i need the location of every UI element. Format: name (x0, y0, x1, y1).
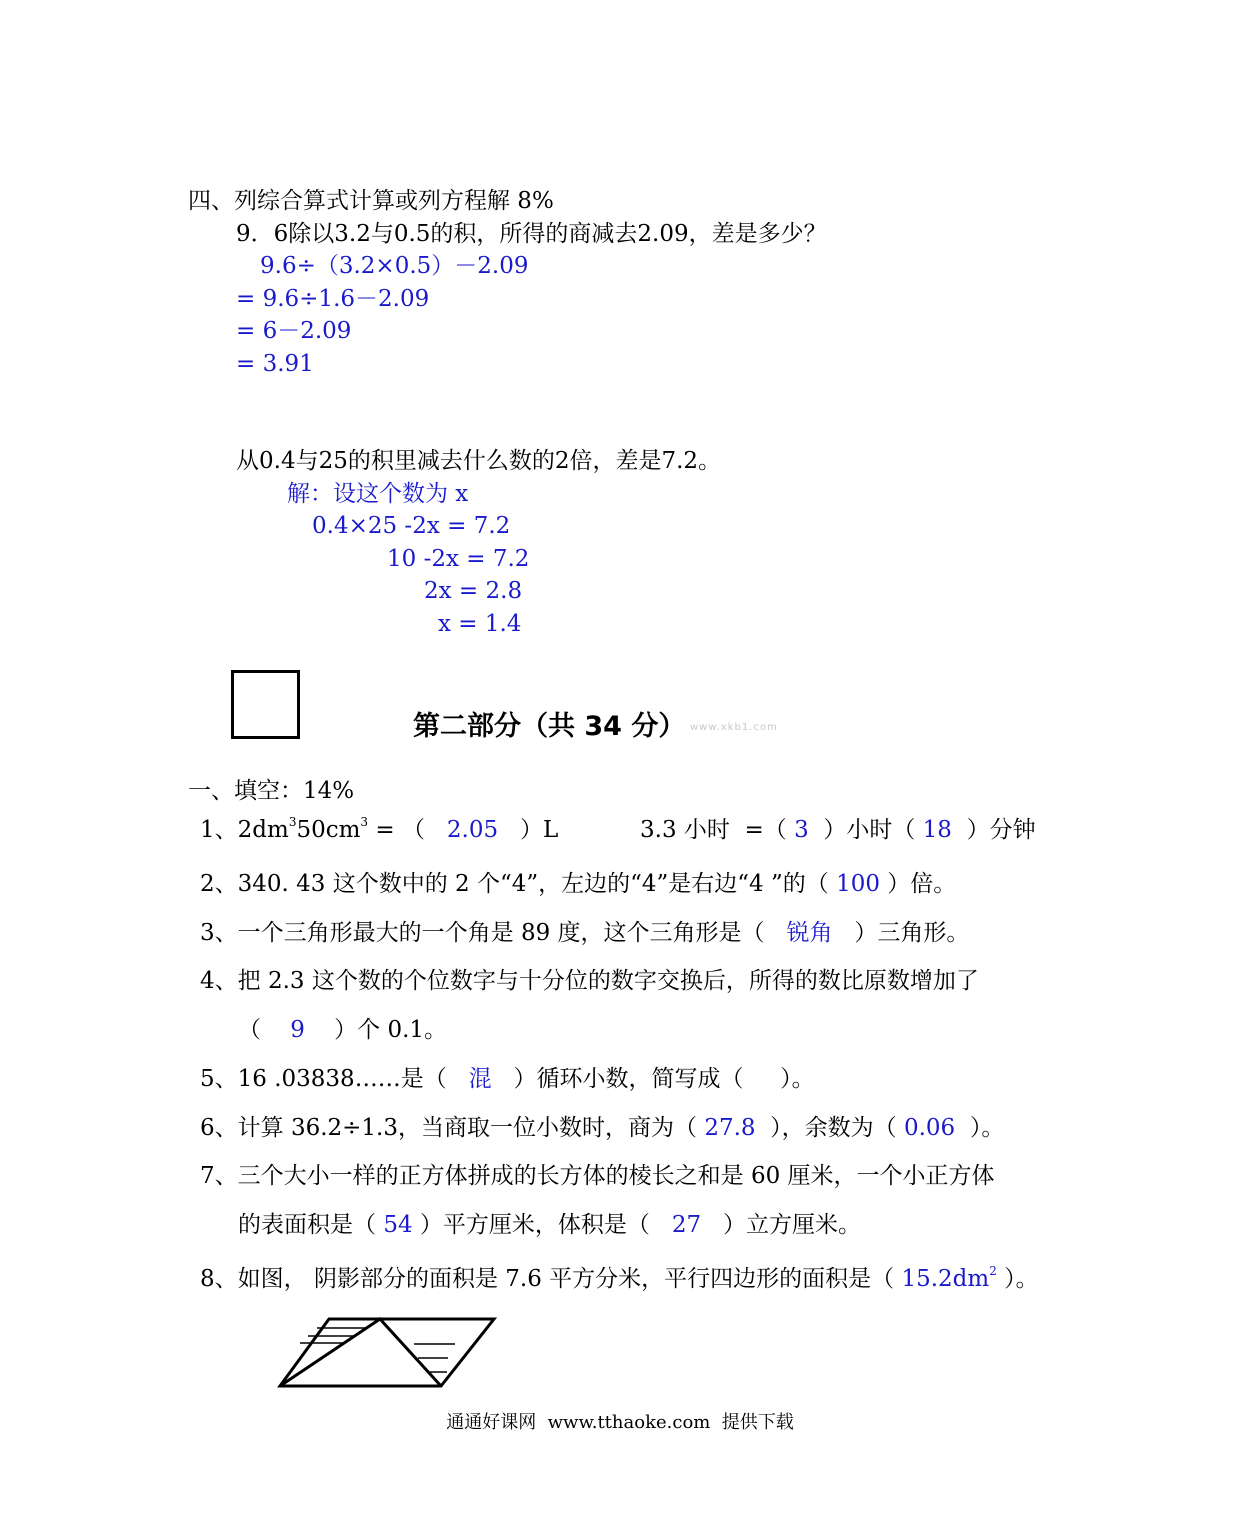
item-7-line1: 7、三个大小一样的正方体拼成的长方体的棱长之和是 60 厘米，一个小正方体 (200, 1163, 995, 1189)
q2-step-3: 10 -2x = 7.2 (387, 546, 530, 572)
q2-step-5: x = 1.4 (438, 611, 522, 637)
answer-1a: 2.05 (446, 817, 499, 843)
q2-step-2: 0.4×25 -2x = 7.2 (312, 513, 511, 539)
item-1a: 1、$2dm^350cm^3$ = （ 2.05 ）L (200, 815, 559, 843)
item-6: 6、计算 36.2÷1.3，当商取一位小数时，商为（ 27.8 ），余数为（ 0.06 ）。 (200, 1115, 1005, 1141)
answer-6-quotient: 27.8 (704, 1115, 756, 1141)
q1-step-3: = 6－2.09 (236, 318, 352, 344)
answer-7-area: 54 (383, 1212, 413, 1238)
question-2: 从0.4与25的积里减去什么数的2倍，差是7.2。 (236, 448, 722, 474)
footer-credit: 通通好课网 www.tthaoke.com 提供下载 (446, 1412, 794, 1433)
answer-3: 锐角 (786, 920, 833, 946)
item-1b: 3.3 小时 =（ 3 ）小时（ 18 ）分钟 (640, 817, 1036, 843)
watermark: www.xkb1.com (690, 722, 778, 733)
question-1: 9．6除以3.2与0.5的积，所得的商减去2.09，差是多少？ (236, 221, 827, 247)
parallelogram-figure (275, 1314, 500, 1394)
answer-2: 100 (836, 871, 880, 897)
score-box (231, 670, 300, 739)
section-heading-4: 四、列综合算式计算或列方程解 8% (188, 188, 554, 214)
answer-8: 15.2dm (901, 1266, 990, 1292)
item-8: 8、如图， 阴影部分的面积是 7.6 平方分米，平行四边形的面积是（ $15.2dm^2$ ）。 (200, 1264, 1039, 1292)
q1-step-2: = 9.6÷1.6－2.09 (236, 286, 430, 312)
item-2: 2、340. 43 这个数中的 2 个“4”，左边的“4”是右边“4 ”的（ 100 ）倍。 (200, 871, 957, 897)
q1-step-4: = 3.91 (236, 351, 314, 377)
answer-1b-minutes: 18 (922, 817, 952, 843)
answer-1b-hours: 3 (794, 817, 809, 843)
q1-step-1: 9.6÷（3.2×0.5）－2.09 (260, 253, 529, 279)
answer-5: 混 (468, 1066, 492, 1092)
item-4-line2: （ 9 ）个 0.1。 (238, 1017, 448, 1043)
q2-step-4: 2x = 2.8 (424, 578, 523, 604)
item-7-line2: 的表面积是（ 54 ）平方厘米，体积是（ 27 ）立方厘米。 (238, 1212, 862, 1238)
item-5: 5、16 .03838……是（ 混 ）循环小数，简写成（ ）。 (200, 1066, 815, 1092)
item-4-line1: 4、把 2.3 这个数的个位数字与十分位的数字交换后，所得的数比原数增加了 (200, 968, 979, 994)
answer-6-remainder: 0.06 (903, 1115, 956, 1141)
part2-title: 第二部分（共 34 分） (413, 711, 686, 742)
answer-7-volume: 27 (671, 1212, 702, 1238)
q2-step-1: 解：设这个数为 x (287, 481, 469, 507)
fill-in-heading: 一、填空：14% (188, 778, 355, 804)
answer-4: 9 (290, 1017, 305, 1043)
item-3: 3、一个三角形最大的一个角是 89 度，这个三角形是（ 锐角 ）三角形。 (200, 920, 970, 946)
